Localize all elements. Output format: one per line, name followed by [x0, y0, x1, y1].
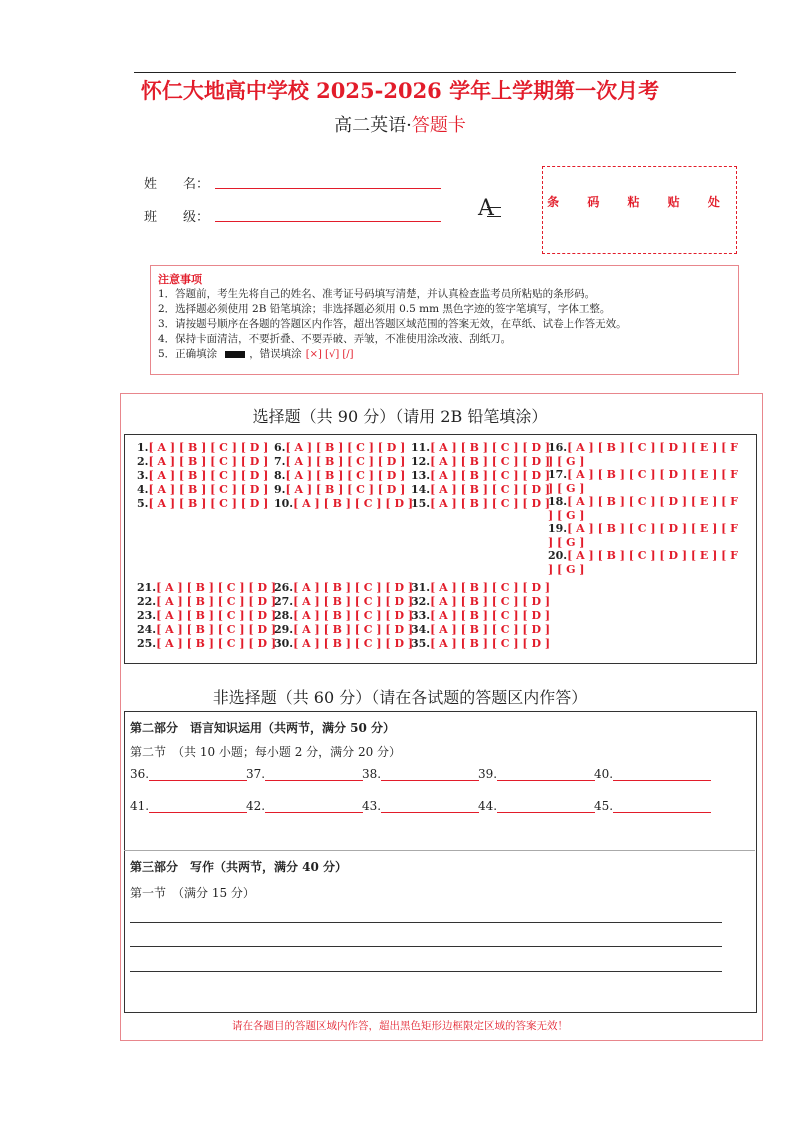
mc-question-row[interactable]: [548, 441, 738, 469]
answer-options[interactable]: [ A ] [ B ] [ C ] [ D ]: [430, 623, 551, 636]
question-number: 15.: [411, 497, 431, 510]
mc-question-row[interactable]: [274, 623, 413, 637]
question-number: 25.: [137, 637, 157, 650]
mc-question-row[interactable]: [411, 497, 550, 511]
blank-number: 44.: [478, 799, 498, 813]
notice-item: 3．请按题号顺序在各题的答题区内作答，超出答题区域范围的答案无效，在草纸、试卷上作答无效。: [158, 318, 627, 330]
answer-options[interactable]: [ A ] [ B ] [ C ] [ D ]: [430, 497, 551, 510]
mc-question-row[interactable]: [548, 549, 738, 577]
answer-options[interactable]: [ A ] [ B ] [ C ] [ D ]: [148, 441, 269, 454]
mc-question-row[interactable]: [137, 483, 268, 497]
blank-line[interactable]: [613, 768, 711, 781]
answer-options[interactable]: [ A ] [ B ] [ C ] [ D ]: [293, 595, 414, 608]
question-number: 12.: [411, 455, 431, 468]
question-number: 14.: [411, 483, 431, 496]
blank-line[interactable]: [497, 800, 595, 813]
blank-item[interactable]: [246, 767, 363, 781]
blank-line[interactable]: [497, 768, 595, 781]
question-number: 30.: [274, 637, 294, 650]
blank-item[interactable]: [362, 799, 479, 813]
mc-question-row[interactable]: [411, 455, 550, 469]
answer-options[interactable]: [ A ] [ B ] [ C ] [ D ]: [293, 623, 414, 636]
question-number: 8.: [274, 469, 286, 482]
blank-line[interactable]: [613, 800, 711, 813]
answer-options[interactable]: [ A ] [ B ] [ C ] [ D ]: [156, 581, 277, 594]
blank-line[interactable]: [149, 800, 247, 813]
question-number: 9.: [274, 483, 286, 496]
correct-fill-example: [225, 351, 245, 358]
question-number: 1.: [137, 441, 149, 454]
mc-question-row[interactable]: [274, 441, 405, 455]
notice-item: 4．保持卡面清洁，不要折叠、不要弄破、弄皱，不准使用涂改液、刮纸刀。: [158, 333, 512, 345]
mc-question-row[interactable]: [411, 595, 550, 609]
blank-item[interactable]: [594, 799, 711, 813]
writing-line[interactable]: [130, 971, 722, 972]
question-number: 29.: [274, 623, 294, 636]
question-number: 10.: [274, 497, 294, 510]
answer-options[interactable]: [ A ] [ B ] [ C ] [ D ]: [285, 469, 406, 482]
answer-options[interactable]: [ A ] [ B ] [ C ] [ D ]: [285, 441, 406, 454]
subject-label: 高二英语·: [334, 115, 412, 136]
mc-question-row[interactable]: [411, 637, 550, 651]
mc-question-row[interactable]: [411, 469, 550, 483]
question-number: 26.: [274, 581, 294, 594]
footer-warning: 请在各题目的答题区域内作答，超出黑色矩形边框限定区域的答案无效！: [232, 1020, 568, 1032]
answer-options[interactable]: [ A ] [ B ] [ C ] [ D ]: [293, 637, 414, 650]
mc-question-row[interactable]: [548, 468, 738, 496]
question-number: 16.: [548, 441, 568, 454]
writing-line[interactable]: [130, 946, 722, 947]
answer-options[interactable]: [ A ] [ B ] [ C ] [ D ]: [430, 609, 551, 622]
answer-options[interactable]: [ A ] [ B ] [ C ] [ D ]: [430, 581, 551, 594]
answer-options[interactable]: [ A ] [ B ] [ C ] [ D ] [ E ] [ F ] [ G ]: [548, 441, 738, 468]
barcode-label: 条 码 粘 贴 处: [547, 195, 732, 209]
answer-options[interactable]: [ A ] [ B ] [ C ] [ D ]: [156, 595, 277, 608]
answer-options[interactable]: [ A ] [ B ] [ C ] [ D ]: [430, 441, 551, 454]
blank-number: 36.: [130, 767, 150, 781]
blank-line[interactable]: [149, 768, 247, 781]
notice-box: [150, 265, 739, 375]
mc-question-row[interactable]: [274, 581, 413, 595]
name-field[interactable]: [215, 188, 441, 189]
school-logo: [478, 196, 494, 221]
mc-question-row[interactable]: [274, 637, 413, 651]
question-number: 28.: [274, 609, 294, 622]
answer-options[interactable]: [ A ] [ B ] [ C ] [ D ]: [148, 455, 269, 468]
mc-question-row[interactable]: [137, 637, 276, 651]
mc-question-row[interactable]: [137, 469, 268, 483]
blank-item[interactable]: [130, 767, 247, 781]
mc-question-row[interactable]: [274, 469, 405, 483]
part3-subheading: 第一节 （满分 15 分）: [130, 886, 255, 900]
blank-number: 42.: [246, 799, 266, 813]
class-label: 班 级：: [144, 210, 210, 225]
blank-item[interactable]: [130, 799, 247, 813]
mc-question-row[interactable]: [411, 441, 550, 455]
notice-item: 2．选择题必须使用 2B 铅笔填涂；非选择题必须用 0.5 mm 黑色字迹的签字笔填写，字体工整。: [158, 303, 611, 315]
notice-item: 1．答题前，考生先将自己的姓名、准考证号码填写清楚，并认真检查监考员所粘贴的条形码。: [158, 288, 596, 300]
question-number: 31.: [411, 581, 431, 594]
question-number: 27.: [274, 595, 294, 608]
answer-options[interactable]: [ A ] [ B ] [ C ] [ D ]: [148, 483, 269, 496]
answer-options[interactable]: [ A ] [ B ] [ C ] [ D ]: [285, 455, 406, 468]
mc-question-row[interactable]: [137, 441, 268, 455]
mc-question-row[interactable]: [548, 522, 738, 550]
mc-question-row[interactable]: [137, 595, 276, 609]
answer-options[interactable]: [ A ] [ B ] [ C ] [ D ]: [430, 455, 551, 468]
mc-question-row[interactable]: [411, 483, 550, 497]
blank-number: 39.: [478, 767, 498, 781]
question-number: 35.: [411, 637, 431, 650]
answer-options[interactable]: [ A ] [ B ] [ C ] [ D ]: [148, 469, 269, 482]
mc-question-row[interactable]: [548, 495, 738, 523]
mc-question-row[interactable]: [274, 455, 405, 469]
mc-section-title: 选择题（共 90 分）（请用 2B 铅笔填涂）: [252, 407, 548, 426]
question-number: 6.: [274, 441, 286, 454]
mc-question-row[interactable]: [137, 497, 268, 511]
answer-options[interactable]: [ A ] [ B ] [ C ] [ D ]: [430, 637, 551, 650]
name-label: 姓 名：: [144, 177, 210, 192]
answer-options[interactable]: [ A ] [ B ] [ C ] [ D ] [ E ] [ F ] [ G ]: [548, 495, 738, 522]
logo-mark: [487, 207, 501, 217]
mc-question-row[interactable]: [137, 609, 276, 623]
question-number: 3.: [137, 469, 149, 482]
question-number: 4.: [137, 483, 149, 496]
blank-number: 40.: [594, 767, 614, 781]
exam-title: 怀仁大地高中学校 2025-2026 学年上学期第一次月考: [140, 78, 660, 103]
answer-options[interactable]: [ A ] [ B ] [ C ] [ D ]: [293, 609, 414, 622]
question-number: 19.: [548, 522, 568, 535]
correct-fill-label: 5．正确填涂: [158, 348, 218, 360]
mc-question-row[interactable]: [411, 623, 550, 637]
section-divider: [124, 850, 755, 851]
question-number: 32.: [411, 595, 431, 608]
barcode-area: [542, 166, 737, 254]
question-number: 21.: [137, 581, 157, 594]
card-subtitle: [0, 111, 800, 137]
question-number: 24.: [137, 623, 157, 636]
answer-options[interactable]: [ A ] [ B ] [ C ] [ D ] [ E ] [ F ] [ G ]: [548, 549, 738, 576]
question-number: 20.: [548, 549, 568, 562]
question-number: 5.: [137, 497, 149, 510]
notice-item-fill: [158, 347, 738, 362]
question-number: 17.: [548, 468, 568, 481]
part3-heading: 第三部分 写作（共两节，满分 40 分）: [130, 860, 348, 874]
notice-heading: 注意事项: [158, 273, 202, 286]
answer-options[interactable]: [ A ] [ B ] [ C ] [ D ]: [285, 483, 406, 496]
mc-question-row[interactable]: [274, 609, 413, 623]
blank-number: 38.: [362, 767, 382, 781]
free-section-title: 非选择题（共 60 分）（请在各试题的答题区内作答）: [212, 688, 588, 707]
answer-options[interactable]: [ A ] [ B ] [ C ] [ D ]: [156, 609, 277, 622]
blank-line[interactable]: [265, 768, 363, 781]
question-number: 7.: [274, 455, 286, 468]
answer-options[interactable]: [ A ] [ B ] [ C ] [ D ] [ E ] [ F ] [ G ]: [548, 468, 738, 495]
blank-number: 41.: [130, 799, 150, 813]
question-number: 33.: [411, 609, 431, 622]
wrong-fill-examples: [×] [√] [/]: [305, 349, 354, 360]
question-number: 13.: [411, 469, 431, 482]
mc-question-row[interactable]: [274, 497, 413, 511]
answer-options[interactable]: [ A ] [ B ] [ C ] [ D ] [ E ] [ F ] [ G ]: [548, 522, 738, 549]
blank-line[interactable]: [381, 768, 479, 781]
part2-subheading: 第二节 （共 10 小题；每小题 2 分，满分 20 分）: [130, 745, 402, 759]
mc-question-row[interactable]: [274, 483, 405, 497]
mc-question-row[interactable]: [411, 609, 550, 623]
question-number: 2.: [137, 455, 149, 468]
blank-item[interactable]: [594, 767, 711, 781]
question-number: 23.: [137, 609, 157, 622]
answer-options[interactable]: [ A ] [ B ] [ C ] [ D ]: [293, 581, 414, 594]
writing-line[interactable]: [130, 922, 722, 923]
blank-number: 43.: [362, 799, 382, 813]
part2-heading: 第二部分 语言知识运用（共两节，满分 50 分）: [130, 721, 396, 735]
mc-question-row[interactable]: [411, 581, 550, 595]
mc-question-row[interactable]: [274, 595, 413, 609]
class-field[interactable]: [215, 221, 441, 222]
blank-number: 37.: [246, 767, 266, 781]
question-number: 34.: [411, 623, 431, 636]
question-number: 11.: [411, 441, 431, 454]
answer-options[interactable]: [ A ] [ B ] [ C ] [ D ]: [430, 483, 551, 496]
wrong-fill-label: ，错误填涂: [249, 348, 302, 360]
blank-line[interactable]: [381, 800, 479, 813]
question-number: 22.: [137, 595, 157, 608]
answer-options[interactable]: [ A ] [ B ] [ C ] [ D ]: [430, 469, 551, 482]
answer-options[interactable]: [ A ] [ B ] [ C ] [ D ]: [156, 623, 277, 636]
mc-question-row[interactable]: [137, 455, 268, 469]
question-number: 18.: [548, 495, 568, 508]
logo-text: A: [478, 196, 494, 221]
top-rule: [134, 72, 736, 73]
mc-question-row[interactable]: [137, 581, 276, 595]
blank-line[interactable]: [265, 800, 363, 813]
blank-item[interactable]: [362, 767, 479, 781]
answer-options[interactable]: [ A ] [ B ] [ C ] [ D ]: [148, 497, 269, 510]
answer-options[interactable]: [ A ] [ B ] [ C ] [ D ]: [430, 595, 551, 608]
answer-options[interactable]: [ A ] [ B ] [ C ] [ D ]: [156, 637, 277, 650]
mc-question-row[interactable]: [137, 623, 276, 637]
answer-options[interactable]: [ A ] [ B ] [ C ] [ D ]: [293, 497, 414, 510]
answer-card-label: 答题卡: [411, 115, 466, 136]
blank-number: 45.: [594, 799, 614, 813]
blank-item[interactable]: [478, 799, 595, 813]
blank-item[interactable]: [246, 799, 363, 813]
blank-item[interactable]: [478, 767, 595, 781]
